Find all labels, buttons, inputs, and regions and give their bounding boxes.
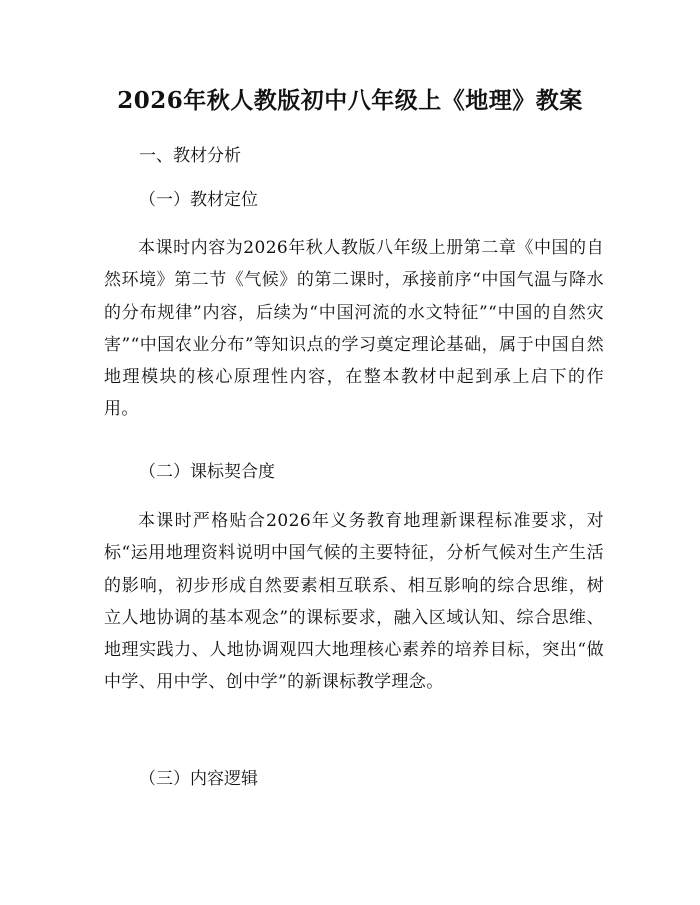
paragraph-standards: 本课时严格贴合2026年义务教育地理新课程标准要求，对标“运用地理资料说明中国气候的主要特征，分析气候对生产生活的影响，初步形成自然要素相互联系、相互影响的综合思维，树立人地协调的基本观念”的课标要求，融入区域认知、综合思维、地理实践力、人地协调观四大地理核心素养的培养目标，突出“做中学、用中学、创中学”的新课标教学理念。 bbox=[104, 511, 604, 693]
paragraph-positioning: 本课时内容为2026年秋人教版八年级上册第二章《中国的自然环境》第二节《气候》的第二课时，承接前序“中国气温与降水的分布规律”内容，后续为“中国河流的水文特征”“中国的自然灾害”“中国农业分布”等知识点的学习奠定理论基础，属于中国自然地理模块的核心原理性内容，在整本教材中起到承上启下的作用。 bbox=[104, 238, 604, 420]
subsection-heading-positioning: （一）教材定位 bbox=[139, 190, 258, 210]
subsection-heading-content-logic: （三）内容逻辑 bbox=[139, 769, 258, 789]
document-title: 2026年秋人教版初中八年级上《地理》教案 bbox=[117, 87, 583, 114]
section-heading-analysis: 一、教材分析 bbox=[139, 146, 241, 166]
subsection-heading-standards: （二）课标契合度 bbox=[139, 462, 275, 482]
